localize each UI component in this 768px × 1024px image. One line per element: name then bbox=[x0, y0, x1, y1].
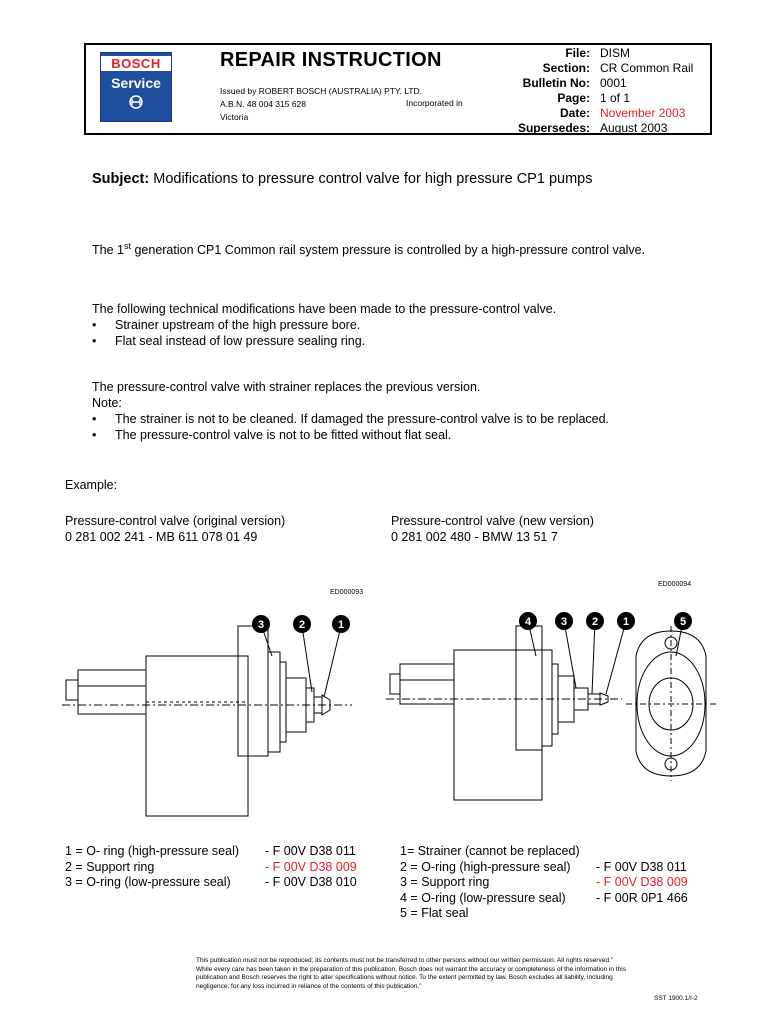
svg-text:1: 1 bbox=[337, 619, 345, 631]
original-title: Pressure-control valve (original version) bbox=[65, 514, 286, 528]
parts-list-new bbox=[400, 844, 720, 922]
svg-text:2: 2 bbox=[591, 616, 599, 628]
list-item: 3 = O-ring (low-pressure seal) - F 00V D38 010 bbox=[65, 875, 357, 889]
logo-service: Service bbox=[111, 75, 161, 91]
list-item: • The pressure-control valve is not to be fitted without flat seal. bbox=[92, 427, 712, 443]
bosch-service-logo bbox=[100, 52, 172, 122]
subject-label: Subject: bbox=[92, 171, 150, 187]
issuer-line1: Issued by ROBERT BOSCH (AUSTRALIA) PTY. LTD. bbox=[220, 86, 423, 96]
supersedes-label: Supersedes: bbox=[517, 121, 590, 135]
list-item: 2 = O-ring (high-pressure seal) - F 00V D38 011 bbox=[400, 859, 687, 874]
modifications-list bbox=[92, 317, 712, 349]
figure-code: ED000094 bbox=[658, 581, 692, 588]
replacement-lead: The pressure-control valve with strainer replaces the previous version. bbox=[92, 380, 481, 394]
original-version-heading bbox=[65, 513, 285, 545]
bulletin-value: 0001 bbox=[600, 76, 627, 90]
intro-text-b: generation CP1 Common rail system pressure is controlled by a high-pressure control valve. bbox=[130, 243, 646, 258]
original-valve-drawing bbox=[62, 582, 384, 830]
new-valve-drawing bbox=[386, 576, 716, 826]
date-label: Date: bbox=[559, 106, 590, 120]
list-item: 5 = Flat seal bbox=[400, 906, 469, 920]
callout-2 bbox=[586, 612, 604, 630]
section-value: CR Common Rail bbox=[600, 61, 694, 75]
issuer-line3: Victoria bbox=[220, 112, 249, 122]
modifications-lead: The following technical modifications have been made to the pressure-control valve. bbox=[92, 302, 557, 316]
disclaimer-line: publication and Bosch reserves the right to alter specifications without notice. To the extent permitted by law, Bosch excludes all liability, including bbox=[196, 974, 613, 981]
subject bbox=[92, 168, 692, 190]
intro-sup: st bbox=[123, 241, 131, 251]
callout-5 bbox=[674, 612, 692, 630]
subject-text: Modifications to pressure control valve for high pressure CP1 pumps bbox=[153, 171, 593, 187]
new-version-heading bbox=[391, 513, 594, 545]
list-item: • Flat seal instead of low pressure sealing ring. bbox=[92, 333, 712, 349]
svg-text:4: 4 bbox=[524, 616, 532, 628]
svg-text:5: 5 bbox=[679, 616, 687, 628]
disclaimer-line: negligence, for any loss incurred in reliance of the contents of this publication." bbox=[196, 982, 422, 990]
intro-text-a: The 1 bbox=[92, 243, 124, 258]
svg-text:2: 2 bbox=[298, 619, 306, 631]
note-label: Note: bbox=[92, 396, 122, 410]
bosch-armature-icon bbox=[129, 95, 143, 109]
date-value: November 2003 bbox=[600, 106, 686, 120]
list-item: • The strainer is not to be cleaned. If damaged the pressure-control valve is to be replaced. bbox=[92, 411, 712, 427]
new-part-number: 0 281 002 480 - BMW 13 51 7 bbox=[391, 530, 558, 544]
header-box bbox=[84, 43, 712, 135]
list-item: 1 = O- ring (high-pressure seal) - F 00V D38 011 bbox=[65, 844, 356, 858]
callout-2 bbox=[293, 615, 311, 633]
meta-labels bbox=[486, 46, 590, 136]
list-item: 3 = Support ring - F 00V D38 009 bbox=[400, 875, 688, 889]
disclaimer-line: This publication must not be reproduced; its contents must not be transferred to other persons without our written permission. All rights reserved." bbox=[196, 957, 614, 964]
parts-list-original bbox=[65, 844, 385, 891]
issuer-line2: A.B.N. 48 004 315 628 bbox=[220, 99, 307, 109]
logo-brand: BOSCH bbox=[101, 56, 171, 71]
meta-values bbox=[600, 46, 693, 136]
example-label: Example: bbox=[65, 478, 118, 492]
original-part-number: 0 281 002 241 - MB 611 078 01 49 bbox=[65, 530, 258, 544]
incorporated-text: Incorporated in bbox=[406, 98, 463, 108]
legal-disclaimer bbox=[196, 957, 721, 991]
callout-1 bbox=[332, 615, 350, 633]
new-title: Pressure-control valve (new version) bbox=[391, 514, 594, 528]
section-label: Section: bbox=[542, 61, 590, 75]
svg-text:3: 3 bbox=[257, 619, 265, 631]
svg-text:1: 1 bbox=[622, 616, 630, 628]
file-label: File: bbox=[565, 46, 590, 60]
figure-code: ED000093 bbox=[330, 589, 364, 596]
bulletin-label: Bulletin No: bbox=[522, 76, 590, 90]
callout-3 bbox=[555, 612, 573, 630]
callout-3 bbox=[252, 615, 270, 633]
note-list bbox=[92, 411, 712, 443]
list-item: 4 = O-ring (low-pressure seal) - F 00R 0P1 466 bbox=[400, 890, 688, 905]
page-label: Page: bbox=[557, 91, 590, 105]
list-item: 1= Strainer (cannot be replaced) bbox=[400, 844, 580, 858]
supersedes-value: August 2003 bbox=[600, 121, 668, 135]
page-value: 1 of 1 bbox=[600, 91, 631, 105]
list-item: 2 = Support ring - F 00V D38 009 bbox=[65, 859, 357, 874]
intro-paragraph bbox=[92, 238, 712, 258]
file-value: DISM bbox=[600, 46, 630, 60]
disclaimer-line: While every care has been taken in the preparation of this publication, Bosch does not warrant the accuracy or completeness of the information in this bbox=[196, 965, 626, 973]
svg-text:3: 3 bbox=[560, 616, 568, 628]
list-item: • Strainer upstream of the high pressure bore. bbox=[92, 317, 712, 333]
doc-title: REPAIR INSTRUCTION bbox=[220, 49, 442, 71]
callout-4 bbox=[519, 612, 537, 630]
form-code: SST 1900.1/I-2 bbox=[654, 995, 698, 1002]
callout-1 bbox=[617, 612, 635, 630]
